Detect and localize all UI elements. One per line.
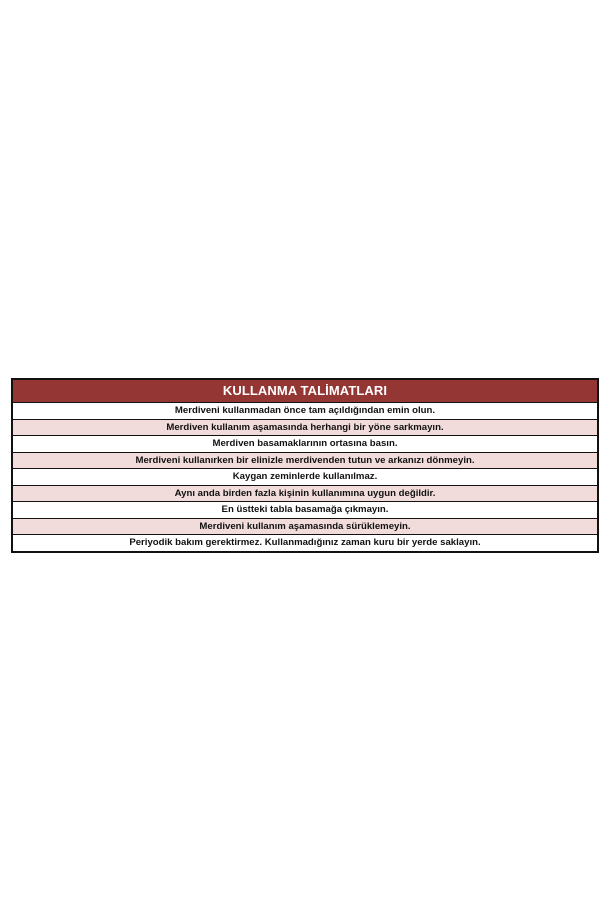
table-row: En üstteki tabla basamağa çıkmayın.	[13, 502, 597, 519]
table-row: Aynı anda birden fazla kişinin kullanımına uygun değildir.	[13, 486, 597, 503]
table-row: Merdiven kullanım aşamasında herhangi bir yöne sarkmayın.	[13, 420, 597, 437]
table-title: KULLANMA TALİMATLARI	[13, 380, 597, 403]
table-row: Merdiveni kullanım aşamasında sürüklemeyin.	[13, 519, 597, 536]
table-row: Merdiven basamaklarının ortasına basın.	[13, 436, 597, 453]
table-row: Merdiveni kullanmadan önce tam açıldığından emin olun.	[13, 403, 597, 420]
instructions-table	[11, 378, 599, 553]
table-row: Periyodik bakım gerektirmez. Kullanmadığınız zaman kuru bir yerde saklayın.	[13, 535, 597, 551]
table-row: Kaygan zeminlerde kullanılmaz.	[13, 469, 597, 486]
table-row: Merdiveni kullanırken bir elinizle merdivenden tutun ve arkanızı dönmeyin.	[13, 453, 597, 470]
